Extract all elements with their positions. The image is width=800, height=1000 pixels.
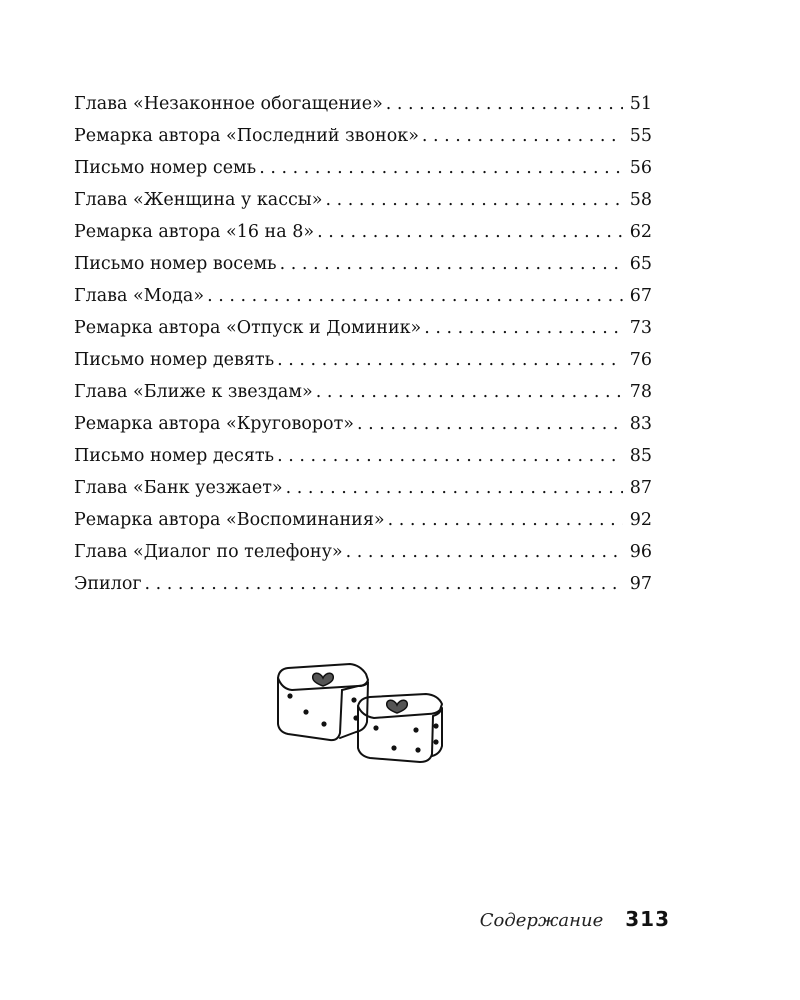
toc-entry	[74, 376, 652, 408]
toc-leader-dots	[207, 280, 623, 312]
toc-entry	[74, 216, 652, 248]
dice-icon	[270, 656, 450, 776]
page-number: 313	[625, 907, 670, 931]
toc-entry-page: 51	[629, 94, 652, 114]
toc-entry-page: 62	[629, 222, 652, 242]
toc-leader-dots	[357, 408, 623, 440]
toc-entry-title: Эпилог	[74, 574, 142, 594]
toc-entry-page: 96	[629, 542, 652, 562]
table-of-contents	[74, 88, 652, 600]
toc-entry-page: 76	[629, 350, 652, 370]
toc-entry-page: 56	[629, 158, 652, 178]
toc-leader-dots	[145, 568, 623, 600]
toc-entry-page: 78	[629, 382, 652, 402]
toc-entry-title: Глава «Женщина у кассы»	[74, 190, 323, 210]
toc-entry-page: 73	[629, 318, 652, 338]
toc-entry	[74, 312, 652, 344]
page-footer	[480, 907, 670, 931]
toc-entry-page: 58	[629, 190, 652, 210]
toc-entry-title: Глава «Диалог по телефону»	[74, 542, 343, 562]
toc-entry	[74, 472, 652, 504]
toc-entry-title: Глава «Банк уезжает»	[74, 478, 283, 498]
toc-entry	[74, 408, 652, 440]
toc-leader-dots	[422, 120, 623, 152]
toc-leader-dots	[325, 184, 623, 216]
toc-entry-title: Ремарка автора «Отпуск и Доминик»	[74, 318, 422, 338]
toc-leader-dots	[277, 440, 623, 472]
toc-entry	[74, 536, 652, 568]
toc-entry	[74, 440, 652, 472]
toc-leader-dots	[286, 472, 623, 504]
toc-entry	[74, 344, 652, 376]
toc-leader-dots	[424, 312, 623, 344]
toc-entry-title: Глава «Незаконное обогащение»	[74, 94, 383, 114]
toc-leader-dots	[280, 248, 623, 280]
toc-entry	[74, 568, 652, 600]
footer-section-title: Содержание	[479, 910, 604, 931]
toc-entry	[74, 184, 652, 216]
toc-entry	[74, 88, 652, 120]
toc-entry-title: Ремарка автора «Круговорот»	[74, 414, 354, 434]
toc-entry-title: Глава «Ближе к звездам»	[74, 382, 313, 402]
toc-entry-page: 67	[629, 286, 652, 306]
toc-entry	[74, 248, 652, 280]
toc-entry-title: Письмо номер семь	[74, 158, 257, 178]
toc-entry-page: 92	[629, 510, 652, 530]
toc-leader-dots	[346, 536, 623, 568]
toc-leader-dots	[316, 376, 623, 408]
toc-entry-title: Письмо номер девять	[74, 350, 275, 370]
toc-entry	[74, 152, 652, 184]
toc-entry-title: Ремарка автора «Последний звонок»	[74, 126, 419, 146]
toc-leader-dots	[317, 216, 623, 248]
toc-leader-dots	[388, 504, 623, 536]
toc-entry-page: 87	[629, 478, 652, 498]
toc-entry-title: Письмо номер десять	[74, 446, 275, 466]
toc-entry-page: 65	[629, 254, 652, 274]
toc-entry-page: 97	[629, 574, 652, 594]
toc-entry-title: Глава «Мода»	[74, 286, 205, 306]
toc-entry-page: 83	[629, 414, 652, 434]
toc-entry	[74, 120, 652, 152]
toc-entry-page: 85	[629, 446, 652, 466]
toc-entry-title: Письмо номер восемь	[74, 254, 277, 274]
toc-leader-dots	[277, 344, 623, 376]
toc-entry-title: Ремарка автора «16 на 8»	[74, 222, 315, 242]
toc-entry-page: 55	[629, 126, 652, 146]
toc-entry	[74, 280, 652, 312]
toc-leader-dots	[259, 152, 623, 184]
toc-leader-dots	[386, 88, 623, 120]
toc-entry-title: Ремарка автора «Воспоминания»	[74, 510, 385, 530]
toc-entry	[74, 504, 652, 536]
